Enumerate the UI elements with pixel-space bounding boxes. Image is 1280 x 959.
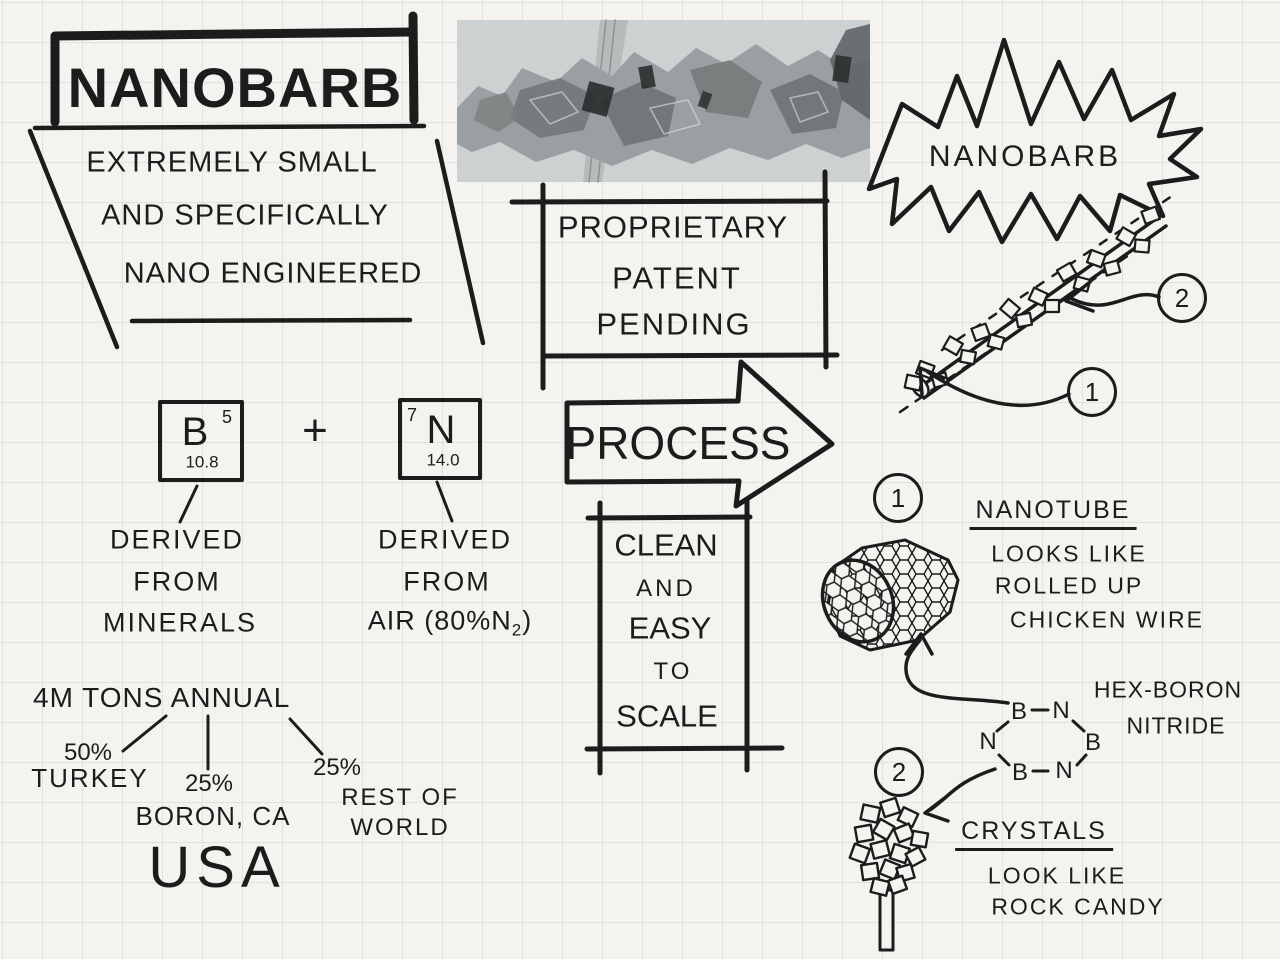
rod-callout-2-number: 2 — [1174, 282, 1190, 313]
nitrogen-note-line-2: FROM — [403, 566, 491, 597]
process-quality-2: AND — [636, 575, 696, 602]
nitrogen-note-air — [368, 607, 533, 638]
nitrogen-atomic-mass: 14.0 — [426, 450, 460, 470]
rod-callout-1 — [1067, 367, 1117, 417]
tem-micrograph — [457, 20, 870, 182]
crystals-line-2: ROCK CANDY — [991, 893, 1165, 920]
crystals-heading: CRYSTALS — [955, 819, 1113, 851]
supply-world-percent: 25% — [312, 754, 362, 781]
crystals-section-number: 2 — [891, 756, 907, 787]
crystals-line-1: LOOK LIKE — [987, 862, 1127, 889]
air-note-text: AIR (80%N — [367, 605, 512, 636]
process-quality-3: EASY — [628, 610, 712, 646]
supply-world-line-1: REST OF — [341, 784, 459, 811]
nanotube-section-marker — [873, 473, 923, 523]
nanotube-heading: NANOTUBE — [970, 498, 1137, 530]
supply-heading: 4M TONS ANNUAL — [33, 682, 291, 713]
air-note-subscript: 2 — [511, 620, 523, 640]
ring-to-crystals-arrow — [925, 769, 995, 821]
process-quality-1: CLEAN — [614, 527, 718, 563]
boron-note-line-1: DERIVED — [109, 524, 245, 555]
nanotube-line-3: CHICKEN WIRE — [1010, 606, 1204, 633]
process-label: PROCESS — [565, 417, 791, 469]
process-quality-5: SCALE — [616, 698, 718, 734]
nitrogen-atomic-number: 7 — [406, 405, 418, 425]
supply-country: USA — [148, 835, 286, 900]
nanotube-line-2: ROLLED UP — [994, 572, 1144, 599]
page-title: NANOBARB — [67, 56, 403, 119]
nitrogen-note-line-1: DERIVED — [377, 524, 513, 555]
ring-to-nanotube-arrow — [906, 634, 1008, 703]
nanotube-sketch — [810, 540, 958, 653]
patent-note-line-2: PATENT — [612, 260, 742, 296]
patent-note-line-1: PROPRIETARY — [557, 209, 789, 245]
hex-ring-label-2: NITRIDE — [1126, 712, 1226, 739]
plus-sign: + — [302, 406, 328, 455]
supply-boron-ca-percent: 25% — [184, 770, 234, 797]
rock-candy-sketch — [850, 798, 928, 950]
hex-atom-n-top: N — [1052, 697, 1070, 724]
process-quality-4: TO — [653, 658, 693, 685]
starburst-label: NANOBARB — [928, 140, 1122, 173]
hex-atom-b-top: B — [1010, 698, 1028, 725]
supply-boron-ca-label: BORON, CA — [135, 801, 291, 831]
boron-atomic-number: 5 — [221, 407, 233, 427]
supply-branch-lines — [123, 716, 322, 769]
supply-turkey-label: TURKEY — [31, 763, 149, 793]
hex-atom-b-bottom: B — [1011, 759, 1029, 786]
supply-world-line-2: WORLD — [350, 814, 450, 841]
boron-symbol: B — [181, 410, 209, 454]
boron-atomic-mass: 10.8 — [185, 452, 219, 472]
hex-ring-label-1: HEX-BORON — [1093, 676, 1243, 703]
rod-callout-1-number: 1 — [1084, 376, 1100, 407]
supply-turkey-percent: 50% — [63, 739, 113, 766]
boron-note-line-2: FROM — [133, 566, 221, 597]
title-subline-3: NANO ENGINEERED — [123, 257, 423, 290]
patent-note-line-3: PENDING — [596, 306, 752, 342]
crystals-section-marker — [874, 747, 924, 797]
title-subline-1: EXTREMELY SMALL — [86, 146, 378, 179]
nanotube-section-number: 1 — [890, 482, 906, 513]
air-note-close: ) — [522, 605, 533, 636]
hex-atom-b-right: B — [1084, 729, 1102, 756]
rod-callout-2 — [1157, 273, 1207, 323]
hex-atom-n-left: N — [979, 728, 997, 755]
hex-atom-n-bottom: N — [1055, 757, 1073, 784]
title-subline-2: AND SPECIFICALLY — [101, 199, 389, 232]
boron-note-line-3: MINERALS — [102, 607, 258, 638]
nitrogen-symbol: N — [426, 408, 456, 452]
nanotube-line-1: LOOKS LIKE — [991, 540, 1147, 567]
